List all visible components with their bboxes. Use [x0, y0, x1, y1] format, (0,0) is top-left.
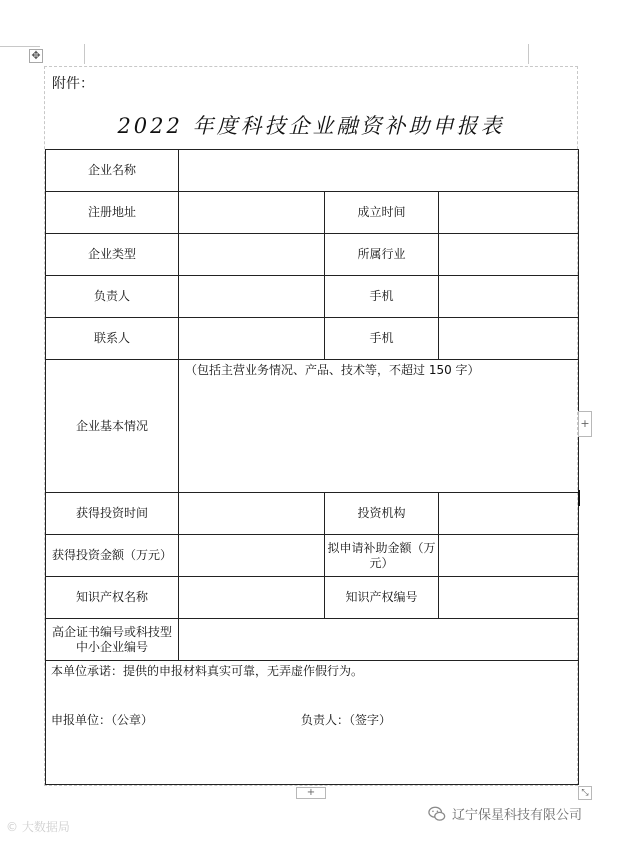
- responsible-field[interactable]: [179, 276, 325, 318]
- cert-number-field[interactable]: [179, 619, 579, 661]
- contact-label: 联系人: [46, 318, 179, 360]
- cert-number-label: 高企证书编号或科技型中小企业编号: [46, 619, 179, 661]
- table-row: [46, 493, 579, 535]
- table-row: [46, 192, 579, 234]
- page-corner-top-left: [0, 46, 40, 47]
- industry-label: 所属行业: [325, 234, 439, 276]
- subsidy-amount-label: 拟申请补助金额（万元）: [325, 535, 439, 577]
- add-row-button[interactable]: [578, 411, 592, 437]
- established-label: 成立时间: [325, 192, 439, 234]
- watermark-right: [428, 804, 582, 823]
- investor-field[interactable]: [439, 493, 579, 535]
- basic-info-field[interactable]: [179, 360, 579, 493]
- table-row: [46, 577, 579, 619]
- page-title: 2022 年度科技企业融资补助申报表: [117, 114, 505, 138]
- table-row: [46, 661, 579, 785]
- watermark-company: 辽宁保星科技有限公司: [452, 808, 583, 823]
- commitment-cell[interactable]: [46, 661, 579, 785]
- wechat-icon: [428, 805, 446, 823]
- investor-label: 投资机构: [325, 493, 439, 535]
- applicant-unit-label: 申报单位：（公章）: [51, 713, 154, 727]
- subsidy-amount-field[interactable]: [439, 535, 579, 577]
- company-type-label: 企业类型: [46, 234, 179, 276]
- mobile-field-1[interactable]: [439, 276, 579, 318]
- table-row: [46, 234, 579, 276]
- company-name-field[interactable]: [179, 150, 579, 192]
- table-row: [46, 535, 579, 577]
- table-row: [46, 619, 579, 661]
- plus-icon: +: [306, 787, 316, 798]
- plus-icon: +: [580, 417, 590, 430]
- mobile-label-2: 手机: [325, 318, 439, 360]
- established-field[interactable]: [439, 192, 579, 234]
- application-form-table: [45, 149, 579, 785]
- resize-icon: ⤡: [581, 788, 589, 798]
- ip-number-label: 知识产权编号: [325, 577, 439, 619]
- ip-name-label: 知识产权名称: [46, 577, 179, 619]
- ip-number-field[interactable]: [439, 577, 579, 619]
- investment-amount-label: 获得投资金额（万元）: [46, 535, 179, 577]
- watermark-left: © 大数据局: [6, 820, 70, 834]
- reg-address-field[interactable]: [179, 192, 325, 234]
- table-row: [46, 360, 579, 493]
- mobile-field-2[interactable]: [439, 318, 579, 360]
- investment-time-field[interactable]: [179, 493, 325, 535]
- responsible-label: 负责人: [46, 276, 179, 318]
- add-column-button[interactable]: [296, 787, 326, 799]
- company-type-field[interactable]: [179, 234, 325, 276]
- contact-field[interactable]: [179, 318, 325, 360]
- signatory-label: 负责人：（签字）: [301, 713, 392, 727]
- attachment-label: 附件：: [52, 76, 94, 92]
- text-cursor: [578, 490, 580, 506]
- page-corner-top-right: [528, 44, 529, 64]
- basic-info-label: 企业基本情况: [46, 360, 179, 493]
- investment-amount-field[interactable]: [179, 535, 325, 577]
- table-move-handle[interactable]: [29, 49, 43, 63]
- move-icon: ✥: [31, 49, 41, 62]
- reg-address-label: 注册地址: [46, 192, 179, 234]
- industry-field[interactable]: [439, 234, 579, 276]
- mobile-label-1: 手机: [325, 276, 439, 318]
- basic-info-hint: （包括主营业务情况、产品、技术等，不超过 150 字）: [185, 363, 480, 377]
- table-row: [46, 150, 579, 192]
- investment-time-label: 获得投资时间: [46, 493, 179, 535]
- page-corner-top-left-v: [84, 44, 85, 64]
- ip-name-field[interactable]: [179, 577, 325, 619]
- commitment-text: 本单位承诺：提供的申报材料真实可靠，无弄虚作假行为。: [51, 664, 364, 678]
- table-row: [46, 276, 579, 318]
- table-resize-handle[interactable]: [578, 786, 592, 800]
- company-name-label: 企业名称: [46, 150, 179, 192]
- table-row: [46, 318, 579, 360]
